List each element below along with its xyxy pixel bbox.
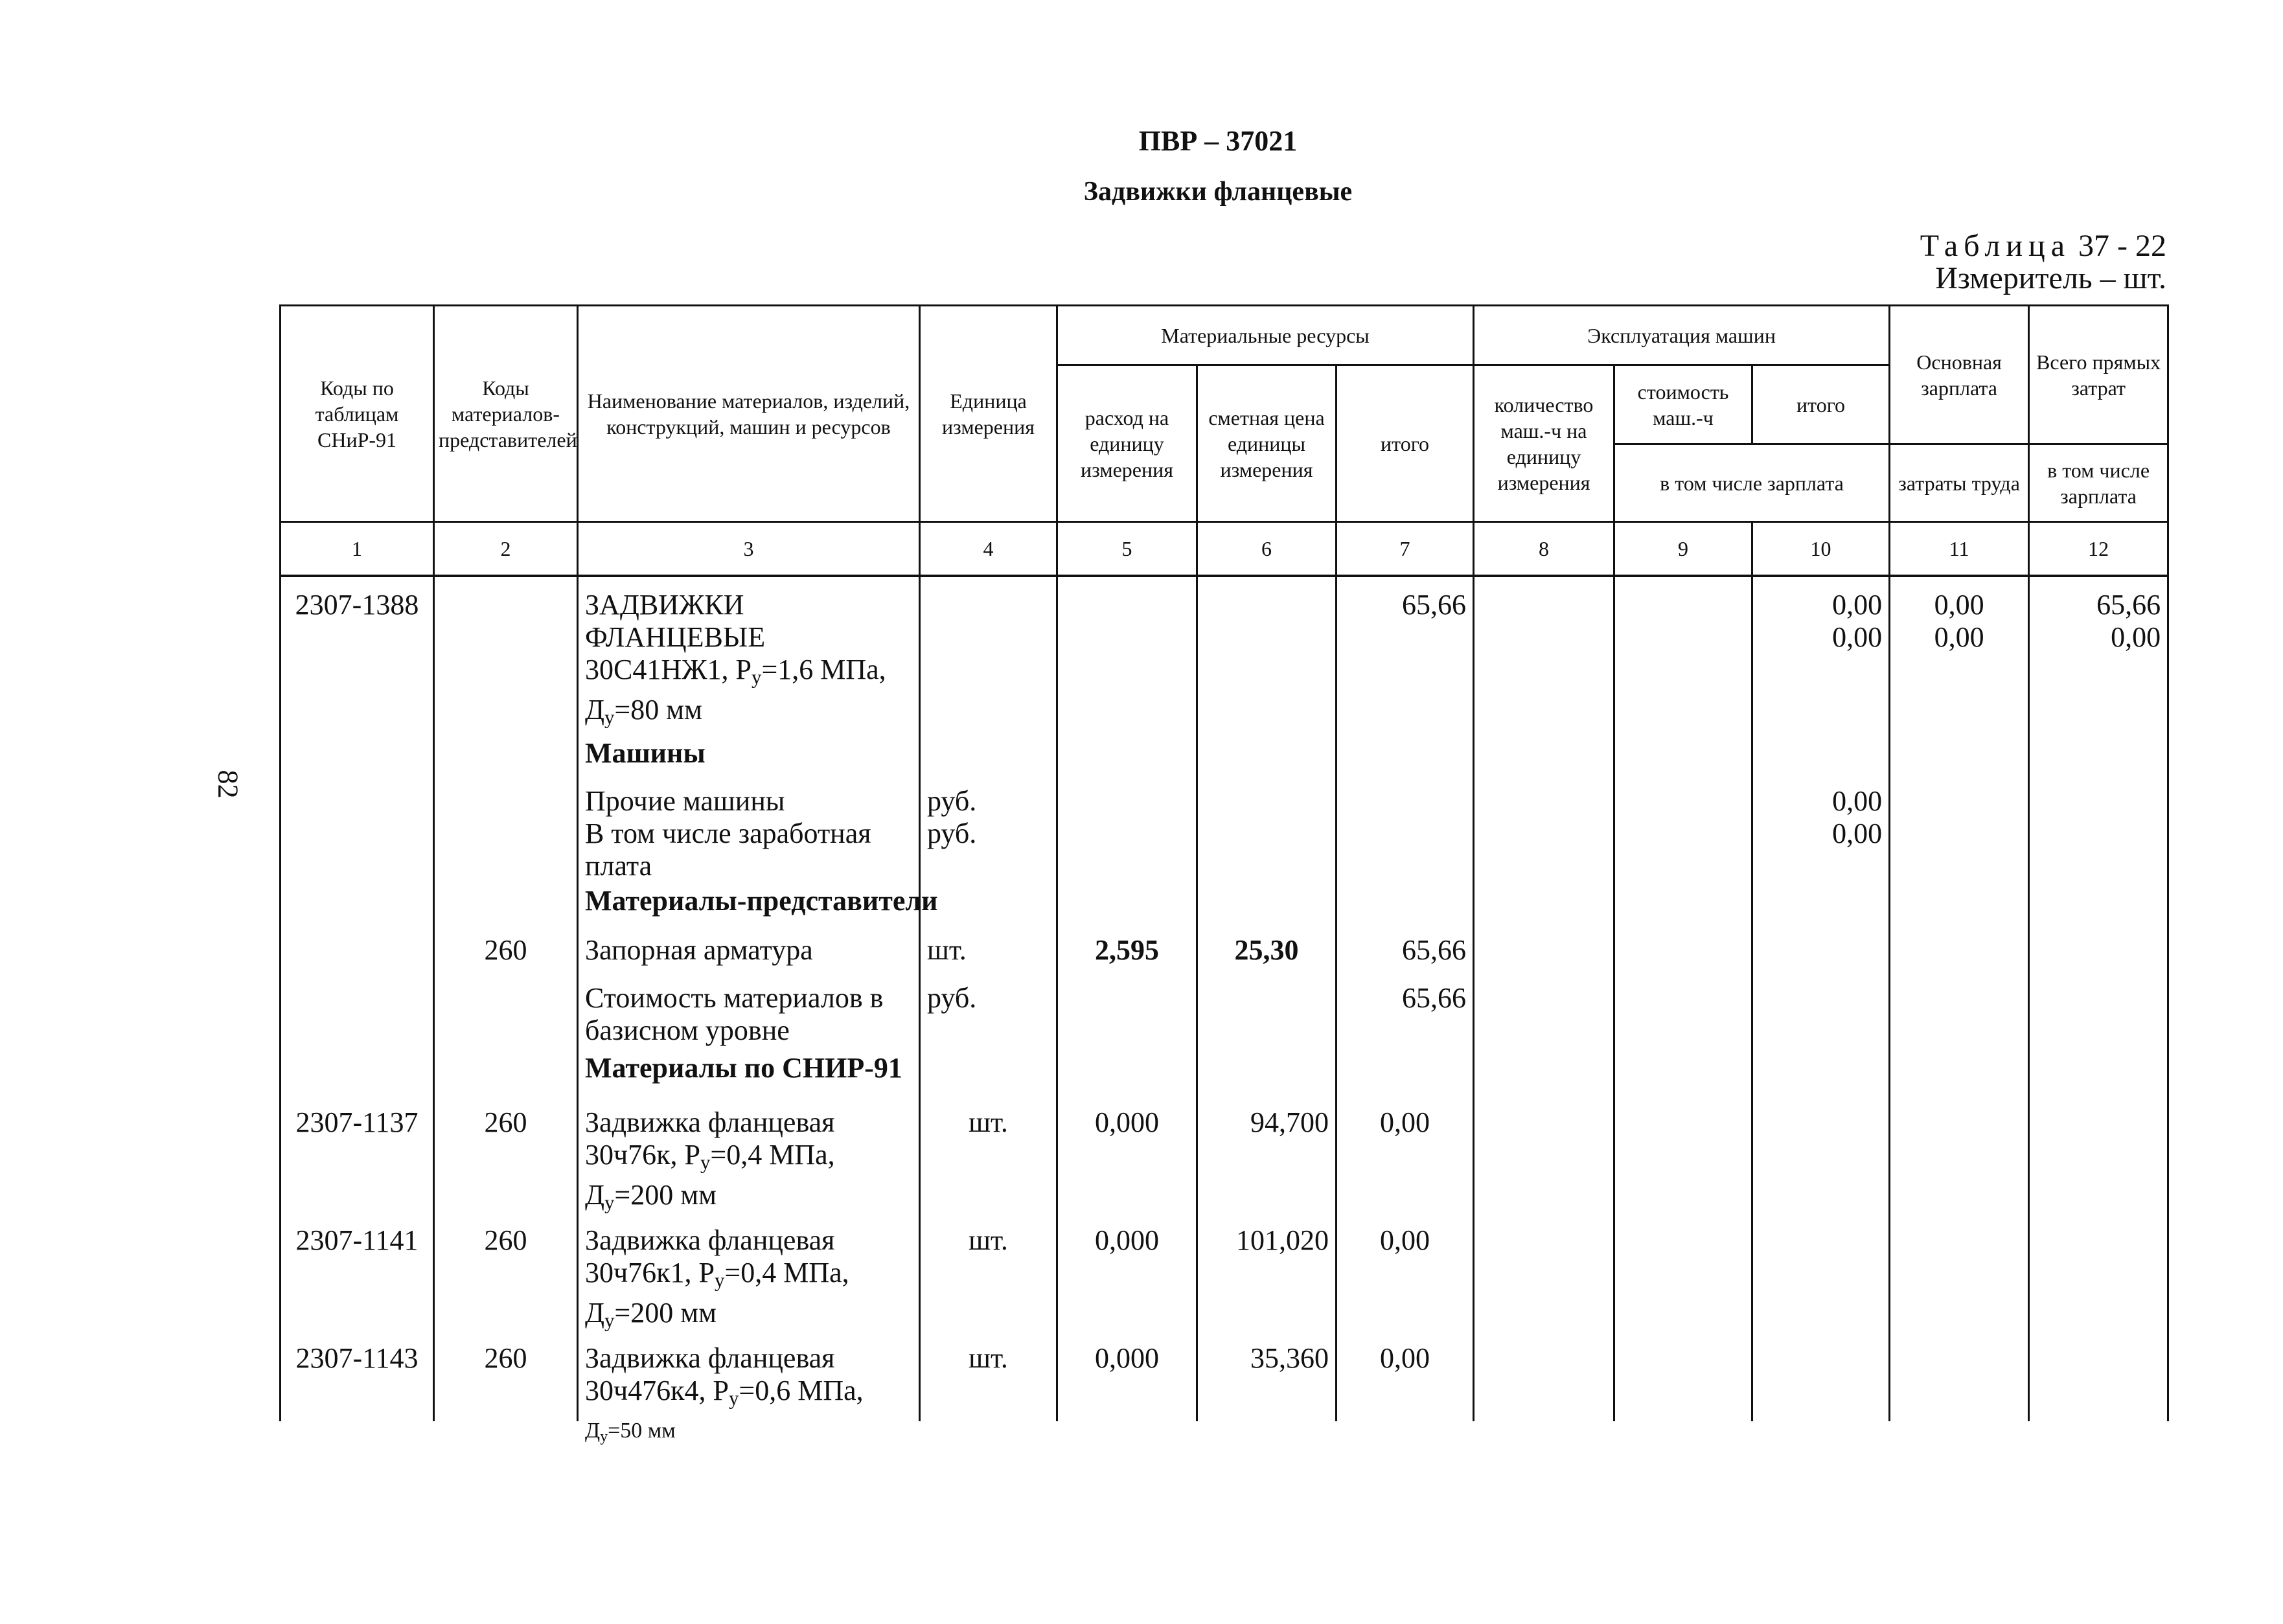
representative-code: 260: [434, 1337, 578, 1421]
empty-cell: [1057, 576, 1197, 733]
estimated-price: 94,700: [1197, 1101, 1337, 1219]
estimated-price: 35,360: [1197, 1337, 1337, 1421]
header-consumption-per-unit: расход на единицу измерения: [1057, 365, 1197, 522]
consumption-per-unit: 0,000: [1057, 1219, 1197, 1337]
header-name: Наименование материалов, изделий, конструкций, машин и ресурсов: [578, 306, 920, 522]
materials-total: 0,00: [1337, 1337, 1474, 1421]
materials-total: 65,66: [1337, 934, 1474, 982]
column-number: 4: [920, 522, 1057, 577]
materials-total: 0,00: [1337, 1101, 1474, 1219]
total-direct-costs: 65,66 0,00: [2029, 576, 2168, 733]
header-base-salary: Основная зарплата: [1890, 306, 2029, 444]
section-heading-machines: Машины: [578, 733, 920, 783]
column-number: 11: [1890, 522, 2029, 577]
empty-cell: [920, 576, 1057, 733]
document-code: ПВР – 37021: [1138, 125, 1298, 157]
unit-of-measure: руб. руб.: [920, 783, 1057, 885]
table-row: [281, 576, 2168, 733]
consumption-per-unit: 0,000: [1057, 1101, 1197, 1219]
table-row: [281, 783, 2168, 885]
column-number: 2: [434, 522, 578, 577]
section-row: [281, 885, 2168, 934]
unit-of-measure: шт.: [920, 1219, 1057, 1337]
resource-table: [279, 304, 2169, 1445]
column-number: 9: [1614, 522, 1752, 577]
machines-total: 0,00 0,00: [1752, 576, 1890, 733]
header-estimated-price: сметная цена единицы измерения: [1197, 365, 1337, 522]
column-number: 1: [281, 522, 434, 577]
materials-total: 65,66: [1337, 982, 1474, 1052]
unit-of-measure: руб.: [920, 982, 1057, 1052]
table-row: [281, 1219, 2168, 1337]
item-name: Задвижка фланцевая 30ч476к4, $Р_у=0,6$ МПа, $Д_у=50$ мм: [578, 1337, 920, 1421]
representative-code: 260: [434, 934, 578, 982]
unit-of-measure: шт.: [920, 1337, 1057, 1421]
item-name: Задвижка фланцевая 30ч76к1, $Р_у=0,4$ МПа, $Д_у=200$ мм: [578, 1219, 920, 1337]
unit-of-measure: шт.: [920, 1101, 1057, 1219]
header-total-including-salary: в том числе зарплата: [2029, 444, 2168, 522]
header-codes-representatives: Коды материалов-представителей: [434, 306, 578, 522]
header-machine-hour-cost: стоимость маш.-ч: [1614, 365, 1752, 444]
header-total-direct-costs: Всего прямых затрат: [2029, 306, 2168, 444]
table-row: [281, 934, 2168, 982]
snir-code: 2307-1137: [281, 1101, 434, 1219]
header-machines-including-salary: в том числе зарплата: [1614, 444, 1890, 522]
header-material-resources: Материальные ресурсы: [1057, 306, 1474, 365]
item-name: Запорная арматура: [578, 934, 920, 982]
estimated-price: 101,020: [1197, 1219, 1337, 1337]
table-row: [281, 1337, 2168, 1421]
empty-cell: [434, 576, 578, 733]
column-number: 10: [1752, 522, 1890, 577]
section-heading-representatives: Материалы-представители: [578, 885, 920, 934]
column-number: 8: [1474, 522, 1614, 577]
column-number: 5: [1057, 522, 1197, 577]
empty-cell: [1197, 576, 1337, 733]
table-number: 37 - 22: [2078, 229, 2166, 263]
item-name: ЗАДВИЖКИ ФЛАНЦЕВЫЕ 30С41НЖ1, $Р_у=1,6$ МПа, $Д_у=80$ мм: [578, 576, 920, 733]
unit-label: Измеритель – шт.: [1935, 261, 2166, 295]
materials-total: 65,66: [1337, 576, 1474, 733]
header-labor-costs: затраты труда: [1890, 444, 2029, 522]
representative-code: 260: [434, 1219, 578, 1337]
section-row: [281, 733, 2168, 783]
snir-code: 2307-1388: [281, 576, 434, 733]
consumption-per-unit: 0,000: [1057, 1337, 1197, 1421]
header-machine-operation: Эксплуатация машин: [1474, 306, 1890, 365]
empty-cell: [1614, 576, 1752, 733]
table-row: [281, 982, 2168, 1052]
column-number: 3: [578, 522, 920, 577]
estimated-price: 25,30: [1197, 934, 1337, 982]
unit-of-measure: шт.: [920, 934, 1057, 982]
machines-total: 0,00 0,00: [1752, 783, 1890, 885]
item-name: Стоимость материалов в базисном уровне: [578, 982, 920, 1052]
table-label: [1920, 228, 2166, 264]
section-heading-snir: Материалы по СНИР-91: [578, 1052, 920, 1101]
column-number: 12: [2029, 522, 2168, 577]
header-machine-hours: количество маш.-ч на единицу измерения: [1474, 365, 1614, 522]
empty-cell: [1474, 576, 1614, 733]
representative-code: 260: [434, 1101, 578, 1219]
header-machines-total: итого: [1752, 365, 1890, 444]
column-number: 7: [1337, 522, 1474, 577]
item-name: Задвижка фланцевая 30ч76к, $Р_у=0,4$ МПа, $Д_у=200$ мм: [578, 1101, 920, 1219]
snir-code: 2307-1141: [281, 1219, 434, 1337]
column-number: 6: [1197, 522, 1337, 577]
base-salary: 0,00 0,00: [1890, 576, 2029, 733]
header-unit: Единица измерения: [920, 306, 1057, 522]
document-title: Задвижки фланцевые: [1083, 177, 1353, 207]
table-row: [281, 1101, 2168, 1219]
materials-total: 0,00: [1337, 1219, 1474, 1337]
header-codes-snir: Коды по таблицам СНиР-91: [281, 306, 434, 522]
snir-code: 2307-1143: [281, 1337, 434, 1421]
table-word: Таблица: [1920, 229, 2071, 263]
section-row: [281, 1052, 2168, 1101]
header-materials-total: итого: [1337, 365, 1474, 522]
consumption-per-unit: 2,595: [1057, 934, 1197, 982]
item-name: Прочие машины В том числе заработная плата: [578, 783, 920, 885]
page-number: 82: [212, 770, 244, 799]
